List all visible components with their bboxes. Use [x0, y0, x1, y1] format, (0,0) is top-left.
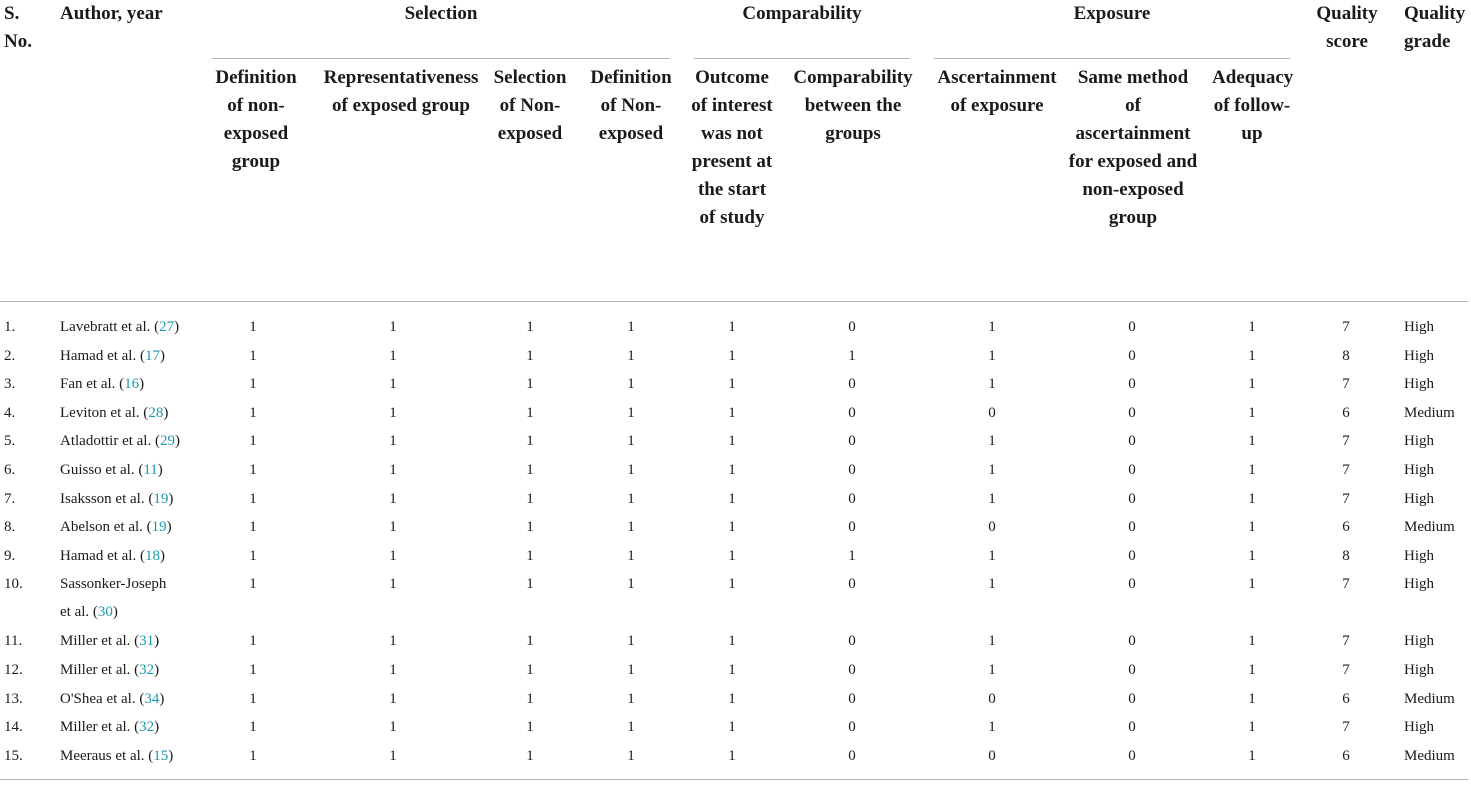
row-value-col-5: 1: [728, 662, 736, 678]
row-value-col-9: 1: [1248, 633, 1256, 650]
author-name: O'Shea et al. (: [60, 690, 145, 707]
row-sno: 14.: [4, 719, 23, 736]
row-value-col-1: 1: [249, 690, 257, 707]
citation-link[interactable]: 16: [124, 376, 140, 393]
author-name: Miller et al. (: [60, 719, 140, 736]
row-value-col-8: 0: [1128, 347, 1136, 364]
author-name-continued: et al. (: [60, 604, 98, 621]
header-group-exposure: Exposure: [1073, 3, 1151, 24]
header-col-same-method: Same method of ascertainment for exposed and non-exposed group: [1068, 67, 1198, 228]
header-col-representativeness: Representativeness of exposed group: [323, 67, 479, 116]
row-value-col-3: 1: [526, 690, 534, 707]
row-value-col-9: 1: [1248, 404, 1256, 421]
row-value-col-6: 0: [848, 576, 856, 593]
header-quality-grade: Quality grade: [1404, 3, 1466, 52]
citation-link[interactable]: 31: [139, 633, 155, 650]
row-value-col-7: 0: [988, 404, 996, 421]
row-value-col-5: 1: [728, 433, 736, 450]
header-col-def-nonexposed: Definition of non-exposed group: [215, 67, 297, 172]
row-value-col-6: 0: [848, 490, 856, 507]
header-col-adequacy: Adequacy of follow-up: [1212, 67, 1294, 144]
row-value-col-6: 0: [848, 319, 856, 335]
row-value-col-2: 1: [389, 462, 397, 478]
row-quality-grade: Medium: [1404, 690, 1455, 707]
row-value-col-7: 1: [988, 376, 996, 393]
row-value-col-3: 1: [526, 747, 534, 764]
citation-link[interactable]: 18: [144, 547, 160, 564]
row-author: [60, 427, 180, 455]
row-value-col-6: 0: [848, 747, 856, 764]
row-value-col-1: 1: [249, 433, 257, 450]
row-value-col-7: 1: [988, 662, 996, 678]
row-author: [60, 370, 144, 398]
author-name: Miller et al. (: [60, 633, 140, 650]
row-value-col-4: 1: [627, 547, 635, 564]
citation-close-paren: ): [168, 747, 174, 764]
author-name: Fan et al. (: [60, 376, 125, 393]
row-value-col-3: 1: [526, 376, 534, 393]
row-value-col-7: 1: [988, 433, 996, 450]
row-author: [60, 342, 165, 370]
row-value-col-7: 1: [988, 633, 996, 650]
row-value-col-8: 0: [1128, 547, 1136, 564]
row-value-col-2: 1: [389, 347, 397, 364]
row-quality-score: 7: [1342, 319, 1350, 335]
author-name: Sassonker-Joseph: [60, 576, 167, 593]
row-author: [60, 485, 173, 513]
row-value-col-9: 1: [1248, 347, 1256, 364]
row-value-col-5: 1: [728, 319, 736, 335]
row-quality-grade: High: [1404, 376, 1434, 393]
row-value-col-5: 1: [728, 576, 736, 593]
row-sno: 2.: [4, 347, 16, 364]
row-value-col-3: 1: [526, 319, 534, 335]
row-value-col-2: 1: [389, 319, 397, 335]
header-group-comparability: Comparability: [742, 3, 862, 24]
author-name: Leviton et al. (: [60, 404, 149, 421]
row-value-col-2: 1: [389, 719, 397, 736]
citation-close-paren: ): [174, 433, 180, 450]
row-sno: 13.: [4, 690, 23, 707]
row-quality-grade: High: [1404, 547, 1434, 564]
header-sno: S. No.: [4, 3, 32, 52]
row-quality-score: 7: [1342, 433, 1350, 450]
row-quality-score: 7: [1342, 576, 1350, 593]
row-value-col-3: 1: [526, 662, 534, 678]
row-value-col-1: 1: [249, 490, 257, 507]
row-value-col-4: 1: [627, 376, 635, 393]
row-value-col-6: 0: [848, 719, 856, 736]
row-quality-score: 6: [1342, 690, 1350, 707]
citation-link[interactable]: 32: [139, 719, 155, 736]
row-quality-grade: Medium: [1404, 519, 1455, 536]
row-value-col-8: 0: [1128, 462, 1136, 478]
header-group-selection: Selection: [404, 3, 478, 24]
header-bottom-rule: [0, 301, 1468, 302]
header-quality-score: Quality score: [1316, 3, 1378, 52]
row-value-col-9: 1: [1248, 490, 1256, 507]
row-quality-grade: High: [1404, 719, 1434, 736]
row-value-col-5: 1: [728, 376, 736, 393]
citation-close-paren: ): [139, 376, 145, 393]
row-value-col-5: 1: [728, 747, 736, 764]
author-name: Lavebratt et al. (: [60, 319, 160, 335]
citation-link[interactable]: 29: [159, 433, 175, 450]
row-author: [60, 570, 166, 626]
row-value-col-4: 1: [627, 519, 635, 536]
author-name: Isaksson et al. (: [60, 490, 154, 507]
row-quality-grade: High: [1404, 662, 1434, 678]
citation-link[interactable]: 19: [153, 490, 169, 507]
row-value-col-7: 0: [988, 747, 996, 764]
row-value-col-3: 1: [526, 490, 534, 507]
row-value-col-6: 1: [848, 347, 856, 364]
row-value-col-9: 1: [1248, 319, 1256, 335]
row-value-col-6: 0: [848, 462, 856, 478]
row-author: [60, 685, 164, 713]
row-sno: 5.: [4, 433, 16, 450]
row-value-col-4: 1: [627, 347, 635, 364]
group-underline-exposure: [934, 58, 1290, 59]
row-sno: 8.: [4, 519, 16, 536]
author-name: Meeraus et al. (: [60, 747, 154, 764]
row-value-col-1: 1: [249, 404, 257, 421]
citation-close-paren: ): [154, 633, 160, 650]
row-value-col-4: 1: [627, 576, 635, 593]
row-value-col-1: 1: [249, 376, 257, 393]
row-value-col-8: 0: [1128, 662, 1136, 678]
row-value-col-5: 1: [728, 519, 736, 536]
row-value-col-4: 1: [627, 490, 635, 507]
citation-close-paren: ): [159, 690, 165, 707]
row-value-col-7: 1: [988, 319, 996, 335]
row-value-col-4: 1: [627, 662, 635, 678]
row-value-col-7: 1: [988, 719, 996, 736]
row-value-col-5: 1: [728, 719, 736, 736]
row-quality-score: 7: [1342, 490, 1350, 507]
row-sno: 10.: [4, 576, 23, 593]
row-value-col-9: 1: [1248, 662, 1256, 678]
row-value-col-5: 1: [728, 404, 736, 421]
row-quality-grade: High: [1404, 433, 1434, 450]
row-value-col-8: 0: [1128, 376, 1136, 393]
row-value-col-6: 0: [848, 433, 856, 450]
header-col-comparability: Comparability between the groups: [793, 67, 913, 144]
row-value-col-4: 1: [627, 719, 635, 736]
row-value-col-8: 0: [1128, 719, 1136, 736]
row-value-col-7: 1: [988, 462, 996, 478]
row-value-col-7: 1: [988, 576, 996, 593]
citation-close-paren: ): [159, 347, 165, 364]
row-value-col-9: 1: [1248, 547, 1256, 564]
row-quality-grade: Medium: [1404, 747, 1455, 764]
row-sno: 4.: [4, 404, 16, 421]
author-name: Hamad et al. (: [60, 347, 145, 364]
row-sno: 15.: [4, 747, 23, 764]
row-value-col-2: 1: [389, 376, 397, 393]
row-value-col-5: 1: [728, 547, 736, 564]
row-value-col-6: 0: [848, 404, 856, 421]
row-value-col-8: 0: [1128, 519, 1136, 536]
header-author: Author, year: [60, 3, 163, 24]
citation-close-paren: ): [163, 404, 169, 421]
row-value-col-1: 1: [249, 462, 257, 478]
citation-link[interactable]: 32: [139, 662, 155, 678]
row-quality-grade: Medium: [1404, 404, 1455, 421]
row-value-col-9: 1: [1248, 519, 1256, 536]
group-underline-comparability: [694, 58, 910, 59]
row-value-col-1: 1: [249, 747, 257, 764]
citation-close-paren: ): [168, 490, 174, 507]
citation-close-paren: ): [174, 319, 180, 335]
row-value-col-3: 1: [526, 347, 534, 364]
row-value-col-8: 0: [1128, 747, 1136, 764]
row-value-col-9: 1: [1248, 576, 1256, 593]
row-value-col-9: 1: [1248, 690, 1256, 707]
citation-link[interactable]: 11: [143, 462, 158, 478]
row-quality-score: 7: [1342, 633, 1350, 650]
row-quality-score: 7: [1342, 462, 1350, 478]
row-value-col-6: 0: [848, 662, 856, 678]
row-value-col-4: 1: [627, 433, 635, 450]
row-value-col-4: 1: [627, 404, 635, 421]
row-value-col-4: 1: [627, 690, 635, 707]
row-value-col-1: 1: [249, 319, 257, 335]
row-value-col-9: 1: [1248, 747, 1256, 764]
row-quality-grade: High: [1404, 633, 1434, 650]
row-sno: 1.: [4, 319, 16, 335]
row-value-col-2: 1: [389, 547, 397, 564]
row-sno: 12.: [4, 662, 23, 678]
row-value-col-7: 1: [988, 547, 996, 564]
row-quality-grade: High: [1404, 576, 1434, 593]
row-value-col-4: 1: [627, 747, 635, 764]
row-value-col-5: 1: [728, 462, 736, 478]
row-value-col-1: 1: [249, 576, 257, 593]
row-value-col-3: 1: [526, 547, 534, 564]
author-name: Atladottir et al. (: [60, 433, 160, 450]
row-value-col-7: 0: [988, 519, 996, 536]
row-value-col-3: 1: [526, 719, 534, 736]
row-value-col-3: 1: [526, 462, 534, 478]
author-name: Hamad et al. (: [60, 547, 145, 564]
row-author: [60, 627, 159, 655]
row-quality-score: 7: [1342, 376, 1350, 393]
row-quality-score: 8: [1342, 347, 1350, 364]
row-value-col-2: 1: [389, 747, 397, 764]
row-value-col-5: 1: [728, 633, 736, 650]
citation-link[interactable]: 27: [159, 319, 175, 335]
citation-link[interactable]: 34: [144, 690, 160, 707]
header-col-outcome: Outcome of interest was not present at the start of study: [691, 67, 773, 228]
citation-close-paren: ): [159, 547, 165, 564]
row-value-col-6: 0: [848, 519, 856, 536]
row-value-col-8: 0: [1128, 690, 1136, 707]
row-author: [60, 656, 159, 684]
row-value-col-1: 1: [249, 719, 257, 736]
row-value-col-5: 1: [728, 347, 736, 364]
row-value-col-3: 1: [526, 433, 534, 450]
row-value-col-5: 1: [728, 690, 736, 707]
row-value-col-6: 1: [848, 547, 856, 564]
row-value-col-3: 1: [526, 576, 534, 593]
row-value-col-1: 1: [249, 347, 257, 364]
citation-close-paren: ): [157, 462, 163, 478]
row-quality-score: 7: [1342, 662, 1350, 678]
row-value-col-6: 0: [848, 690, 856, 707]
row-quality-grade: High: [1404, 490, 1434, 507]
row-value-col-8: 0: [1128, 633, 1136, 650]
row-value-col-9: 1: [1248, 462, 1256, 478]
row-value-col-2: 1: [389, 690, 397, 707]
header-col-selection-nonexposed: Selection of Non-exposed: [493, 67, 567, 144]
row-value-col-8: 0: [1128, 576, 1136, 593]
row-value-col-6: 0: [848, 633, 856, 650]
row-value-col-4: 1: [627, 319, 635, 335]
row-value-col-3: 1: [526, 633, 534, 650]
citation-link[interactable]: 15: [153, 747, 169, 764]
citation-link[interactable]: 28: [148, 404, 164, 421]
row-quality-score: 6: [1342, 404, 1350, 421]
row-value-col-4: 1: [627, 633, 635, 650]
row-value-col-8: 0: [1128, 433, 1136, 450]
row-sno: 9.: [4, 547, 16, 564]
author-name: Miller et al. (: [60, 662, 140, 678]
citation-close-paren: ): [166, 519, 172, 536]
table-bottom-rule: [0, 779, 1468, 780]
row-value-col-2: 1: [389, 576, 397, 593]
row-value-col-3: 1: [526, 404, 534, 421]
row-value-col-4: 1: [627, 462, 635, 478]
row-sno: 7.: [4, 490, 16, 507]
row-value-col-7: 0: [988, 690, 996, 707]
row-quality-grade: High: [1404, 462, 1434, 478]
row-author: [60, 399, 168, 427]
row-quality-score: 6: [1342, 519, 1350, 536]
row-sno: 11.: [4, 633, 23, 650]
citation-close-paren: ): [112, 604, 118, 621]
citation-close-paren: ): [154, 719, 160, 736]
row-sno: 3.: [4, 376, 16, 393]
row-value-col-7: 1: [988, 490, 996, 507]
row-value-col-2: 1: [389, 433, 397, 450]
row-value-col-8: 0: [1128, 490, 1136, 507]
row-quality-grade: High: [1404, 319, 1434, 335]
citation-close-paren: ): [154, 662, 160, 678]
header-col-definition-nonexposed: Definition of Non-exposed: [590, 67, 672, 144]
citation-link[interactable]: 17: [144, 347, 160, 364]
citation-link[interactable]: 19: [151, 519, 167, 536]
row-quality-score: 7: [1342, 719, 1350, 736]
row-value-col-2: 1: [389, 633, 397, 650]
row-author: [60, 542, 165, 570]
group-underline-selection: [212, 58, 670, 59]
row-sno: 6.: [4, 462, 16, 478]
row-quality-grade: High: [1404, 347, 1434, 364]
row-value-col-8: 0: [1128, 404, 1136, 421]
row-value-col-2: 1: [389, 404, 397, 421]
citation-link[interactable]: 30: [97, 604, 113, 621]
row-author: [60, 713, 159, 741]
row-value-col-1: 1: [249, 662, 257, 678]
row-value-col-3: 1: [526, 519, 534, 536]
row-value-col-7: 1: [988, 347, 996, 364]
row-quality-score: 6: [1342, 747, 1350, 764]
row-value-col-1: 1: [249, 547, 257, 564]
row-value-col-9: 1: [1248, 376, 1256, 393]
row-value-col-5: 1: [728, 490, 736, 507]
author-name: Abelson et al. (: [60, 519, 152, 536]
row-value-col-1: 1: [249, 519, 257, 536]
header-col-ascertainment: Ascertainment of exposure: [937, 67, 1057, 116]
row-value-col-2: 1: [389, 519, 397, 536]
row-value-col-2: 1: [389, 662, 397, 678]
row-author: [60, 456, 163, 484]
row-value-col-1: 1: [249, 633, 257, 650]
row-value-col-6: 0: [848, 376, 856, 393]
row-quality-score: 8: [1342, 547, 1350, 564]
row-value-col-2: 1: [389, 490, 397, 507]
row-author: [60, 742, 173, 770]
row-author: [60, 313, 179, 341]
row-value-col-9: 1: [1248, 719, 1256, 736]
author-name: Guisso et al. (: [60, 462, 144, 478]
row-value-col-9: 1: [1248, 433, 1256, 450]
row-value-col-8: 0: [1128, 319, 1136, 335]
row-author: [60, 513, 172, 541]
